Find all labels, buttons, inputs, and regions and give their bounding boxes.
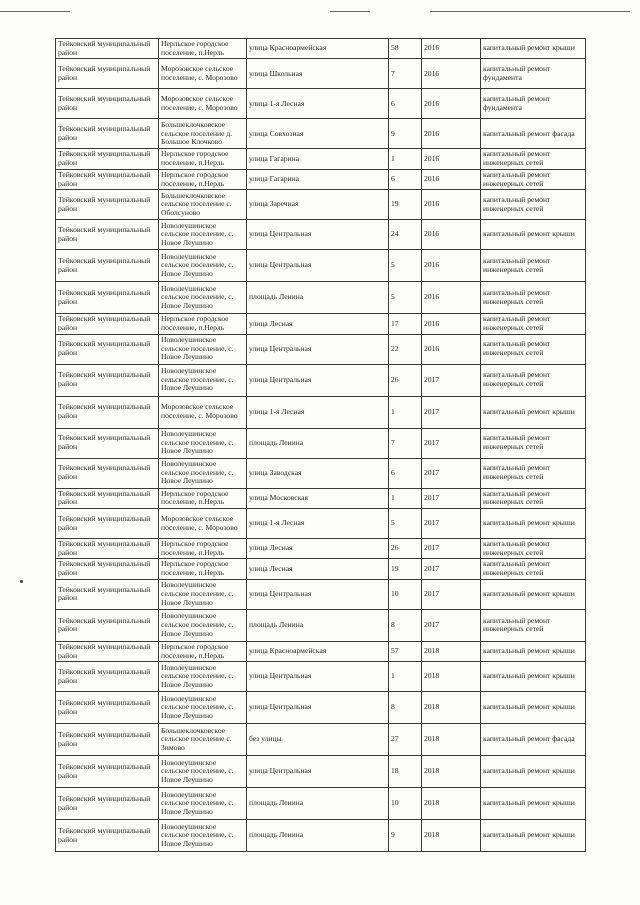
district-cell: Тейковский муниципальный район <box>56 39 159 59</box>
year-cell: 2016 <box>422 334 481 364</box>
street-cell: улица 1-я Лесная <box>247 509 389 539</box>
table-row <box>56 609 586 641</box>
work-type-cell: капитальный ремонт инженерных сетей <box>481 314 586 334</box>
district-cell: Тейковский муниципальный район <box>56 539 159 559</box>
year-cell: 2016 <box>422 89 481 119</box>
year-cell: 2017 <box>422 396 481 428</box>
district-cell: Тейковский муниципальный район <box>56 662 159 692</box>
street-cell: улица Совхозная <box>247 119 389 149</box>
work-type-cell: капитальный ремонт фундамента <box>481 89 586 119</box>
street-cell: площадь Ленина <box>247 609 389 641</box>
settlement-cell: Большеклочковское сельское поселение с. Оболсуново <box>159 190 247 220</box>
house-number-cell: 6 <box>389 169 422 189</box>
district-cell: Тейковский муниципальный район <box>56 149 159 169</box>
work-type-cell: капитальный ремонт крыши <box>481 692 586 724</box>
house-number-cell: 24 <box>389 220 422 250</box>
street-cell: улица Заводская <box>247 458 389 488</box>
settlement-cell: Нерльское городское поселение, п.Нерль <box>159 539 247 559</box>
table-row <box>56 149 586 169</box>
year-cell: 2018 <box>422 820 481 852</box>
work-type-cell: капитальный ремонт фундамента <box>481 59 586 89</box>
settlement-cell: Новолеушинское сельское поселение, с. Новое Леушино <box>159 756 247 788</box>
district-cell: Тейковский муниципальный район <box>56 428 159 458</box>
house-number-cell: 6 <box>389 89 422 119</box>
street-cell: улица Лесная <box>247 314 389 334</box>
year-cell: 2016 <box>422 220 481 250</box>
table-row <box>56 692 586 724</box>
work-type-cell: капитальный ремонт фасада <box>481 119 586 149</box>
year-cell: 2018 <box>422 788 481 820</box>
table-row <box>56 314 586 334</box>
year-cell: 2016 <box>422 119 481 149</box>
work-type-cell: капитальный ремонт крыши <box>481 509 586 539</box>
street-cell: улица Московская <box>247 488 389 508</box>
year-cell: 2017 <box>422 488 481 508</box>
house-number-cell: 7 <box>389 428 422 458</box>
house-number-cell: 10 <box>389 788 422 820</box>
capital-repair-schedule-table <box>55 38 586 852</box>
work-type-cell: капитальный ремонт инженерных сетей <box>481 334 586 364</box>
work-type-cell: капитальный ремонт инженерных сетей <box>481 149 586 169</box>
work-type-cell: капитальный ремонт крыши <box>481 39 586 59</box>
street-cell: улица 1-я Лесная <box>247 89 389 119</box>
street-cell: улица Центральная <box>247 364 389 396</box>
district-cell: Тейковский муниципальный район <box>56 756 159 788</box>
settlement-cell: Морозовское сельское поселение, с. Морозово <box>159 396 247 428</box>
house-number-cell: 1 <box>389 662 422 692</box>
house-number-cell: 1 <box>389 396 422 428</box>
district-cell: Тейковский муниципальный район <box>56 220 159 250</box>
district-cell: Тейковский муниципальный район <box>56 788 159 820</box>
settlement-cell: Новолеушинское сельское поселение, с. Новое Леушино <box>159 364 247 396</box>
settlement-cell: Новолеушинское сельское поселение, с. Новое Леушино <box>159 820 247 852</box>
work-type-cell: капитальный ремонт инженерных сетей <box>481 609 586 641</box>
year-cell: 2018 <box>422 724 481 756</box>
table-row <box>56 39 586 59</box>
work-type-cell: капитальный ремонт инженерных сетей <box>481 364 586 396</box>
year-cell: 2017 <box>422 364 481 396</box>
table-row <box>56 559 586 579</box>
house-number-cell: 5 <box>389 250 422 282</box>
district-cell: Тейковский муниципальный район <box>56 692 159 724</box>
work-type-cell: капитальный ремонт инженерных сетей <box>481 559 586 579</box>
street-cell: улица Центральная <box>247 692 389 724</box>
street-cell: улица Лесная <box>247 559 389 579</box>
table-row <box>56 579 586 609</box>
work-type-cell: капитальный ремонт крыши <box>481 579 586 609</box>
table-row <box>56 756 586 788</box>
settlement-cell: Большеклочковское сельское поселение с. Зимово <box>159 724 247 756</box>
year-cell: 2017 <box>422 609 481 641</box>
settlement-cell: Новолеушинское сельское поселение, с. Новое Леушино <box>159 692 247 724</box>
district-cell: Тейковский муниципальный район <box>56 488 159 508</box>
work-type-cell: капитальный ремонт крыши <box>481 220 586 250</box>
district-cell: Тейковский муниципальный район <box>56 396 159 428</box>
settlement-cell: Нерльское городское поселение, п.Нерль <box>159 169 247 189</box>
house-number-cell: 57 <box>389 641 422 661</box>
work-type-cell: капитальный ремонт инженерных сетей <box>481 428 586 458</box>
street-cell: улица Гагарина <box>247 149 389 169</box>
district-cell: Тейковский муниципальный район <box>56 820 159 852</box>
district-cell: Тейковский муниципальный район <box>56 89 159 119</box>
work-type-cell: капитальный ремонт крыши <box>481 641 586 661</box>
work-type-cell: капитальный ремонт крыши <box>481 788 586 820</box>
year-cell: 2018 <box>422 641 481 661</box>
district-cell: Тейковский муниципальный район <box>56 559 159 579</box>
work-type-cell: капитальный ремонт инженерных сетей <box>481 169 586 189</box>
settlement-cell: Нерльское городское поселение, п.Нерль <box>159 488 247 508</box>
work-type-cell: капитальный ремонт инженерных сетей <box>481 282 586 314</box>
street-cell: улица Школьная <box>247 59 389 89</box>
settlement-cell: Нерльское городское поселение, п.Нерль <box>159 149 247 169</box>
year-cell: 2016 <box>422 250 481 282</box>
table-row <box>56 820 586 852</box>
street-cell: без улицы <box>247 724 389 756</box>
house-number-cell: 19 <box>389 559 422 579</box>
table-row <box>56 364 586 396</box>
house-number-cell: 6 <box>389 458 422 488</box>
street-cell: улица Лесная <box>247 539 389 559</box>
year-cell: 2017 <box>422 559 481 579</box>
work-type-cell: капитальный ремонт крыши <box>481 396 586 428</box>
work-type-cell: капитальный ремонт крыши <box>481 662 586 692</box>
district-cell: Тейковский муниципальный район <box>56 282 159 314</box>
street-cell: улица Центральная <box>247 579 389 609</box>
settlement-cell: Новолеушинское сельское поселение, с. Новое Леушино <box>159 220 247 250</box>
settlement-cell: Нерльское городское поселение, п.Нерль <box>159 641 247 661</box>
year-cell: 2018 <box>422 692 481 724</box>
house-number-cell: 10 <box>389 579 422 609</box>
settlement-cell: Новолеушинское сельское поселение, с. Новое Леушино <box>159 334 247 364</box>
table-row <box>56 539 586 559</box>
scan-edge-mark-right <box>430 11 630 12</box>
street-cell: площадь Ленина <box>247 788 389 820</box>
settlement-cell: Новолеушинское сельское поселение, с. Новое Леушино <box>159 250 247 282</box>
table-row <box>56 488 586 508</box>
district-cell: Тейковский муниципальный район <box>56 250 159 282</box>
table-row <box>56 724 586 756</box>
settlement-cell: Новолеушинское сельское поселение, с. Новое Леушино <box>159 428 247 458</box>
settlement-cell: Новолеушинское сельское поселение, с. Новое Леушино <box>159 282 247 314</box>
year-cell: 2016 <box>422 282 481 314</box>
house-number-cell: 19 <box>389 190 422 220</box>
settlement-cell: Морозовское сельское поселение, с. Морозово <box>159 59 247 89</box>
street-cell: улица Красноармейская <box>247 641 389 661</box>
year-cell: 2017 <box>422 509 481 539</box>
district-cell: Тейковский муниципальный район <box>56 119 159 149</box>
house-number-cell: 1 <box>389 488 422 508</box>
street-cell: улица Центральная <box>247 756 389 788</box>
year-cell: 2018 <box>422 662 481 692</box>
street-cell: площадь Ленина <box>247 428 389 458</box>
table-row <box>56 250 586 282</box>
house-number-cell: 22 <box>389 334 422 364</box>
table-row <box>56 509 586 539</box>
scan-edge-mark-left <box>0 11 70 12</box>
year-cell: 2016 <box>422 59 481 89</box>
district-cell: Тейковский муниципальный район <box>56 724 159 756</box>
district-cell: Тейковский муниципальный район <box>56 169 159 189</box>
work-type-cell: капитальный ремонт инженерных сетей <box>481 250 586 282</box>
table-body <box>56 39 586 852</box>
table-row <box>56 89 586 119</box>
settlement-cell: Новолеушинское сельское поселение, с. Новое Леушино <box>159 662 247 692</box>
settlement-cell: Новолеушинское сельское поселение, с. Новое Леушино <box>159 788 247 820</box>
house-number-cell: 5 <box>389 282 422 314</box>
district-cell: Тейковский муниципальный район <box>56 334 159 364</box>
settlement-cell: Нерльское городское поселение, п.Нерль <box>159 314 247 334</box>
house-number-cell: 8 <box>389 692 422 724</box>
street-cell: улица Центральная <box>247 220 389 250</box>
district-cell: Тейковский муниципальный район <box>56 579 159 609</box>
year-cell: 2016 <box>422 314 481 334</box>
street-cell: улица Центральная <box>247 250 389 282</box>
house-number-cell: 26 <box>389 539 422 559</box>
house-number-cell: 58 <box>389 39 422 59</box>
street-cell: улица Заречная <box>247 190 389 220</box>
table-row <box>56 396 586 428</box>
district-cell: Тейковский муниципальный район <box>56 509 159 539</box>
work-type-cell: капитальный ремонт инженерных сетей <box>481 488 586 508</box>
street-cell: улица 1-я Лесная <box>247 396 389 428</box>
year-cell: 2016 <box>422 190 481 220</box>
settlement-cell: Морозовское сельское поселение, с. Морозово <box>159 509 247 539</box>
street-cell: улица Центральная <box>247 662 389 692</box>
district-cell: Тейковский муниципальный район <box>56 364 159 396</box>
house-number-cell: 5 <box>389 509 422 539</box>
settlement-cell: Нерльское городское поселение, п.Нерль <box>159 559 247 579</box>
table-row <box>56 788 586 820</box>
table-row <box>56 334 586 364</box>
table-row <box>56 282 586 314</box>
table-row <box>56 428 586 458</box>
house-number-cell: 7 <box>389 59 422 89</box>
settlement-cell: Новолеушинское сельское поселение, с. Новое Леушино <box>159 458 247 488</box>
street-cell: улица Гагарина <box>247 169 389 189</box>
settlement-cell: Новолеушинское сельское поселение, с. Новое Леушино <box>159 579 247 609</box>
house-number-cell: 27 <box>389 724 422 756</box>
work-type-cell: капитальный ремонт инженерных сетей <box>481 539 586 559</box>
street-cell: площадь Ленина <box>247 282 389 314</box>
settlement-cell: Большеклочковское сельское поселение д. Большое Клочково <box>159 119 247 149</box>
year-cell: 2016 <box>422 149 481 169</box>
scan-speck <box>20 580 23 583</box>
table-row <box>56 190 586 220</box>
table-row <box>56 220 586 250</box>
district-cell: Тейковский муниципальный район <box>56 458 159 488</box>
scan-edge-mark-mid <box>330 11 370 12</box>
work-type-cell: капитальный ремонт фасада <box>481 724 586 756</box>
work-type-cell: капитальный ремонт инженерных сетей <box>481 458 586 488</box>
work-type-cell: капитальный ремонт крыши <box>481 756 586 788</box>
house-number-cell: 17 <box>389 314 422 334</box>
street-cell: улица Красноармейская <box>247 39 389 59</box>
year-cell: 2016 <box>422 169 481 189</box>
year-cell: 2018 <box>422 756 481 788</box>
settlement-cell: Морозовское сельское поселение, с. Морозово <box>159 89 247 119</box>
house-number-cell: 9 <box>389 820 422 852</box>
district-cell: Тейковский муниципальный район <box>56 59 159 89</box>
table-row <box>56 641 586 661</box>
work-type-cell: капитальный ремонт крыши <box>481 820 586 852</box>
year-cell: 2017 <box>422 539 481 559</box>
settlement-cell: Новолеушинское сельское поселение, с. Новое Леушино <box>159 609 247 641</box>
year-cell: 2016 <box>422 39 481 59</box>
settlement-cell: Нерльское городское поселение, п.Нерль <box>159 39 247 59</box>
house-number-cell: 1 <box>389 149 422 169</box>
table-row <box>56 59 586 89</box>
work-type-cell: капитальный ремонт инженерных сетей <box>481 190 586 220</box>
house-number-cell: 18 <box>389 756 422 788</box>
district-cell: Тейковский муниципальный район <box>56 641 159 661</box>
house-number-cell: 8 <box>389 609 422 641</box>
street-cell: улица Центральная <box>247 334 389 364</box>
table-row <box>56 458 586 488</box>
street-cell: площадь Ленина <box>247 820 389 852</box>
house-number-cell: 9 <box>389 119 422 149</box>
year-cell: 2017 <box>422 458 481 488</box>
house-number-cell: 26 <box>389 364 422 396</box>
year-cell: 2017 <box>422 579 481 609</box>
table-row <box>56 662 586 692</box>
table-row <box>56 169 586 189</box>
table-row <box>56 119 586 149</box>
district-cell: Тейковский муниципальный район <box>56 314 159 334</box>
year-cell: 2017 <box>422 428 481 458</box>
district-cell: Тейковский муниципальный район <box>56 190 159 220</box>
district-cell: Тейковский муниципальный район <box>56 609 159 641</box>
